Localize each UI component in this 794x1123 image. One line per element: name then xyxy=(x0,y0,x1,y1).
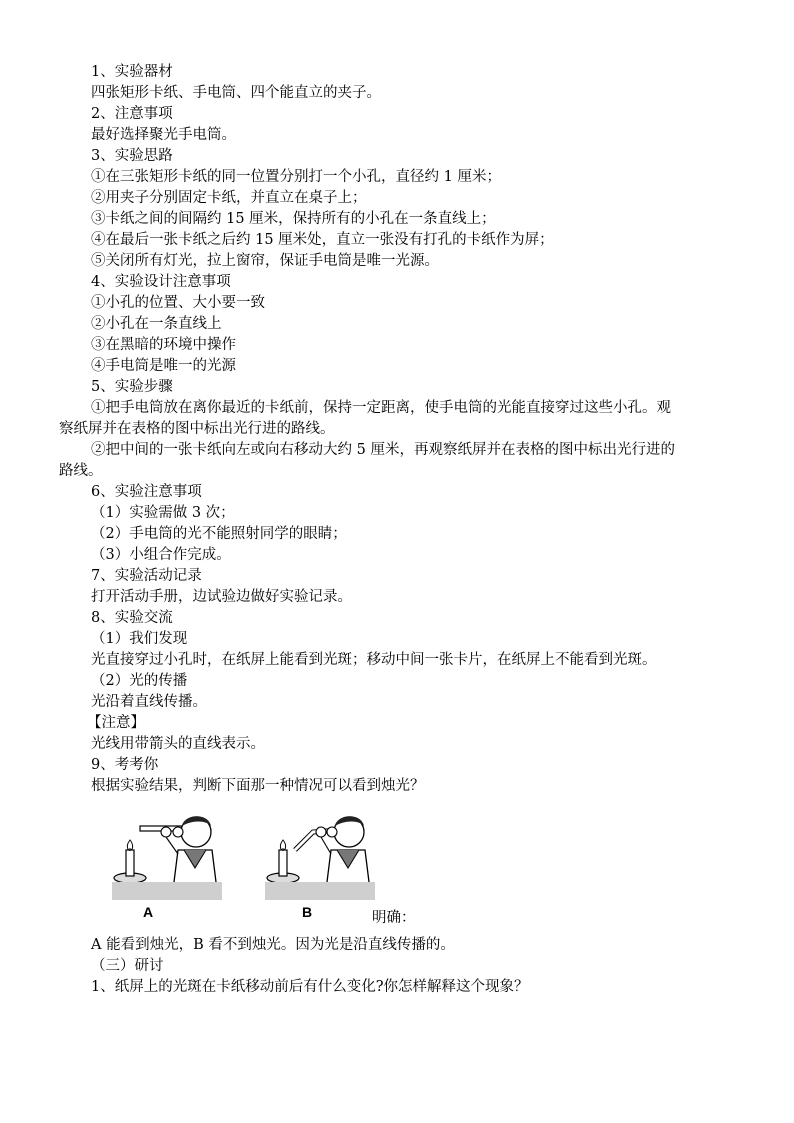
text-line: ②把中间的一张卡纸向左或向右移动大约 5 厘米，再观察纸屏并在表格的图中标出光行进的 xyxy=(91,442,675,458)
text-line: 光直接穿过小孔时，在纸屏上能看到光斑；移动中间一张卡片，在纸屏上不能看到光斑。 xyxy=(91,652,657,668)
text-line: （2）手电筒的光不能照射同学的眼睛； xyxy=(91,526,347,542)
heading-record: 7、实验活动记录 xyxy=(91,568,202,584)
clarify-label: 明确： xyxy=(372,910,416,926)
note-heading: 【注意】 xyxy=(87,715,145,731)
text-line: 根据实验结果，判断下面那一种情况可以看到烛光？ xyxy=(91,778,425,794)
discussion-question: 1、纸屏上的光斑在卡纸移动前后有什么变化?你怎样解释这个现象？ xyxy=(91,979,529,995)
text-line: 光沿着直线传播。 xyxy=(91,694,207,710)
figure-b-boy-bent-tube-candle xyxy=(265,810,375,900)
text-line: （1）实验需做 3 次； xyxy=(91,505,235,521)
heading-design-notes: 4、实验设计注意事项 xyxy=(91,274,231,290)
text-line: ④在最后一张卡纸之后约 15 厘米处，直立一张没有打孔的卡纸作为屏； xyxy=(91,232,554,248)
text-line: 四张矩形卡纸、手电筒、四个能直立的夹子。 xyxy=(91,85,381,101)
text-line: ③卡纸之间的间隔约 15 厘米，保持所有的小孔在一条直线上； xyxy=(91,211,496,227)
figure-a-label: A xyxy=(143,904,154,920)
text-line: ⑤关闭所有灯光，拉上窗帘，保证手电筒是唯一光源。 xyxy=(91,253,439,269)
text-line: ④手电筒是唯一的光源 xyxy=(91,358,236,374)
heading-materials: 1、实验器材 xyxy=(91,64,173,80)
heading-quiz: 9、考考你 xyxy=(91,757,159,773)
text-line: （3）小组合作完成。 xyxy=(91,547,231,563)
text-line: ②用夹子分别固定卡纸，并直立在桌子上； xyxy=(91,190,367,206)
text-line: 打开活动手册，边试验边做好实验记录。 xyxy=(91,589,352,605)
heading-discussion: （三）研讨 xyxy=(91,958,164,974)
text-line: （1）我们发现 xyxy=(91,631,188,647)
figure-a-boy-tube-candle xyxy=(112,810,222,900)
text-line: ①在三张矩形卡纸的同一位置分别打一个小孔，直径约 1 厘米； xyxy=(91,169,501,185)
text-line: ②小孔在一条直线上 xyxy=(91,316,222,332)
text-line: 路线。 xyxy=(59,463,103,479)
text-line: 光线用带箭头的直线表示。 xyxy=(91,736,265,752)
heading-notes: 2、注意事项 xyxy=(91,106,173,122)
heading-experiment-notes: 6、实验注意事项 xyxy=(91,484,202,500)
text-line: 察纸屏并在表格的图中标出光行进的路线。 xyxy=(59,421,335,437)
text-line: （2）光的传播 xyxy=(91,673,188,689)
text-line: ①小孔的位置、大小要一致 xyxy=(91,295,265,311)
answer-line: A 能看到烛光，B 看不到烛光。因为光是沿直线传播的。 xyxy=(91,937,455,953)
text-line: 最好选择聚光手电筒。 xyxy=(91,127,236,143)
text-line: ①把手电筒放在离你最近的卡纸前，保持一定距离，使手电筒的光能直接穿过这些小孔。观 xyxy=(91,400,671,416)
heading-exchange: 8、实验交流 xyxy=(91,610,173,626)
heading-approach: 3、实验思路 xyxy=(91,148,173,164)
figure-b-label: B xyxy=(302,904,313,920)
text-line: ③在黑暗的环境中操作 xyxy=(91,337,236,353)
heading-steps: 5、实验步骤 xyxy=(91,379,173,395)
